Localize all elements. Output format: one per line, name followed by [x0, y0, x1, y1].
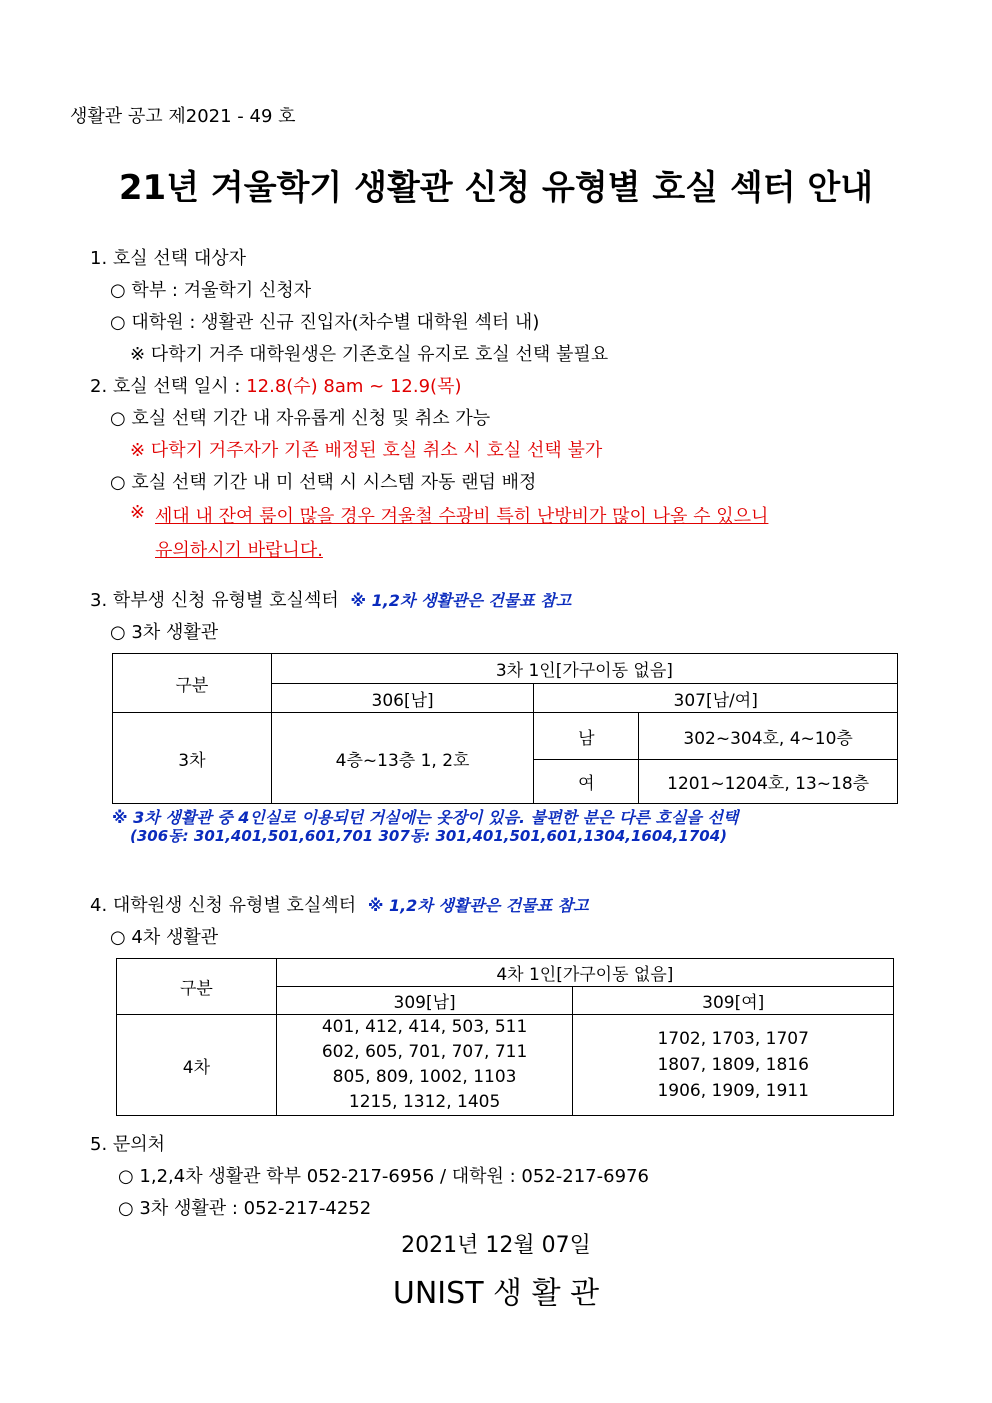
t4-male-rooms-line: 602, 605, 701, 707, 711 [321, 1042, 528, 1062]
s5-contact-2: ○ 3차 생활관 : 052-217-4252 [118, 1198, 372, 1219]
t4-header-309-male: 309[남] [276, 987, 573, 1015]
section-1-heading: 1. 호실 선택 대상자 [90, 248, 247, 269]
t4-male-rooms-line: 805, 809, 1002, 1103 [332, 1067, 517, 1087]
s4-reference-note: ※ 1,2차 생활관은 건물표 참고 [367, 896, 589, 915]
s1-note: ※ 다학기 거주 대학원생은 기존호실 유지로 호실 선택 불필요 [130, 344, 609, 365]
t3-306-rooms: 4층~13층 1, 2호 [271, 713, 534, 804]
issuer-org: UNIST 생 활 관 [392, 1276, 600, 1311]
s2-bullet-free: ○ 호실 선택 기간 내 자유롭게 신청 및 취소 가능 [110, 408, 491, 429]
t3-307-female-rooms: 1201~1204호, 13~18층 [639, 760, 898, 804]
undergrad-room-table [112, 653, 898, 804]
s3-note-1: ※ 3차 생활관 중 4인실로 이용되던 거실에는 옷장이 있음. 불편한 분은 다른 호실을 선택 [112, 808, 739, 827]
s2-warning-1: ※ 다학기 거주자가 기존 배정된 호실 취소 시 호실 선택 불가 [130, 440, 603, 461]
t4-female-rooms-line: 1906, 1909, 1911 [657, 1081, 809, 1101]
t4-row-label: 4차 [117, 1015, 277, 1116]
t4-male-rooms-line: 1215, 1312, 1405 [348, 1092, 501, 1112]
issue-date: 2021년 12월 07일 [401, 1233, 591, 1258]
s4-sub-heading: ○ 4차 생활관 [110, 927, 219, 948]
t3-header-307: 307[남/여] [534, 684, 898, 713]
section-3-heading [90, 586, 571, 612]
s4-heading-text: 4. 대학원생 신청 유형별 호실섹터 [90, 895, 357, 916]
t4-header-main: 4차 1인[가구이동 없음] [276, 959, 893, 987]
t4-header-gubun: 구분 [117, 959, 277, 1015]
section-5-heading: 5. 문의처 [90, 1134, 166, 1155]
s2-heading-prefix: 2. 호실 선택 일시 : [90, 376, 247, 397]
s2-selection-date: 12.8(수) 8am ~ 12.9(목) [246, 376, 462, 397]
s2-bullet-random: ○ 호실 선택 기간 내 미 선택 시 시스템 자동 랜덤 배정 [110, 472, 537, 493]
s3-reference-note: ※ 1,2차 생활관은 건물표 참고 [350, 591, 572, 610]
section-2-heading [90, 372, 461, 398]
t4-header-309-female: 309[여] [573, 987, 894, 1015]
s2-warning-2-line2: 유의하시기 바랍니다. [155, 540, 323, 561]
section-4-heading [90, 891, 589, 917]
t3-307-female-label: 여 [534, 760, 639, 804]
t3-header-306: 306[남] [271, 684, 534, 713]
t3-row-label: 3차 [113, 713, 272, 804]
s1-bullet-undergrad: ○ 학부 : 겨울학기 신청자 [110, 280, 312, 301]
s2-warning-2-mark: ※ [130, 502, 146, 523]
s3-heading-text: 3. 학부생 신청 유형별 호실섹터 [90, 590, 339, 611]
s3-note-2: (306동: 301,401,501,601,701 307동: 301,401,501,601,1304,1604,1704) [130, 827, 728, 845]
t3-307-male-label: 남 [534, 713, 639, 760]
notice-number: 생활관 공고 제2021 - 49 호 [70, 106, 296, 127]
t4-female-rooms [573, 1015, 894, 1116]
page-title: 21년 겨울학기 생활관 신청 유형별 호실 섹터 안내 [118, 168, 874, 208]
t3-307-male-rooms: 302~304호, 4~10층 [639, 713, 898, 760]
t3-header-gubun: 구분 [113, 654, 272, 713]
s2-warning-2-line1: 세대 내 잔여 룸이 많을 경우 겨울철 수광비 특히 난방비가 많이 나올 수 있으니 [155, 506, 769, 527]
s5-contact-1: ○ 1,2,4차 생활관 학부 052-217-6956 / 대학원 : 052-217-6976 [118, 1166, 649, 1187]
t4-male-rooms-line: 401, 412, 414, 503, 511 [321, 1017, 528, 1037]
t3-header-main: 3차 1인[가구이동 없음] [271, 654, 897, 684]
grad-room-table [116, 958, 894, 1116]
s1-bullet-grad: ○ 대학원 : 생활관 신규 진입자(차수별 대학원 섹터 내) [110, 312, 540, 333]
t4-female-rooms-line: 1807, 1809, 1816 [657, 1055, 809, 1075]
t4-female-rooms-line: 1702, 1703, 1707 [657, 1029, 809, 1049]
t4-male-rooms [276, 1015, 573, 1116]
s3-sub-heading: ○ 3차 생활관 [110, 622, 219, 643]
